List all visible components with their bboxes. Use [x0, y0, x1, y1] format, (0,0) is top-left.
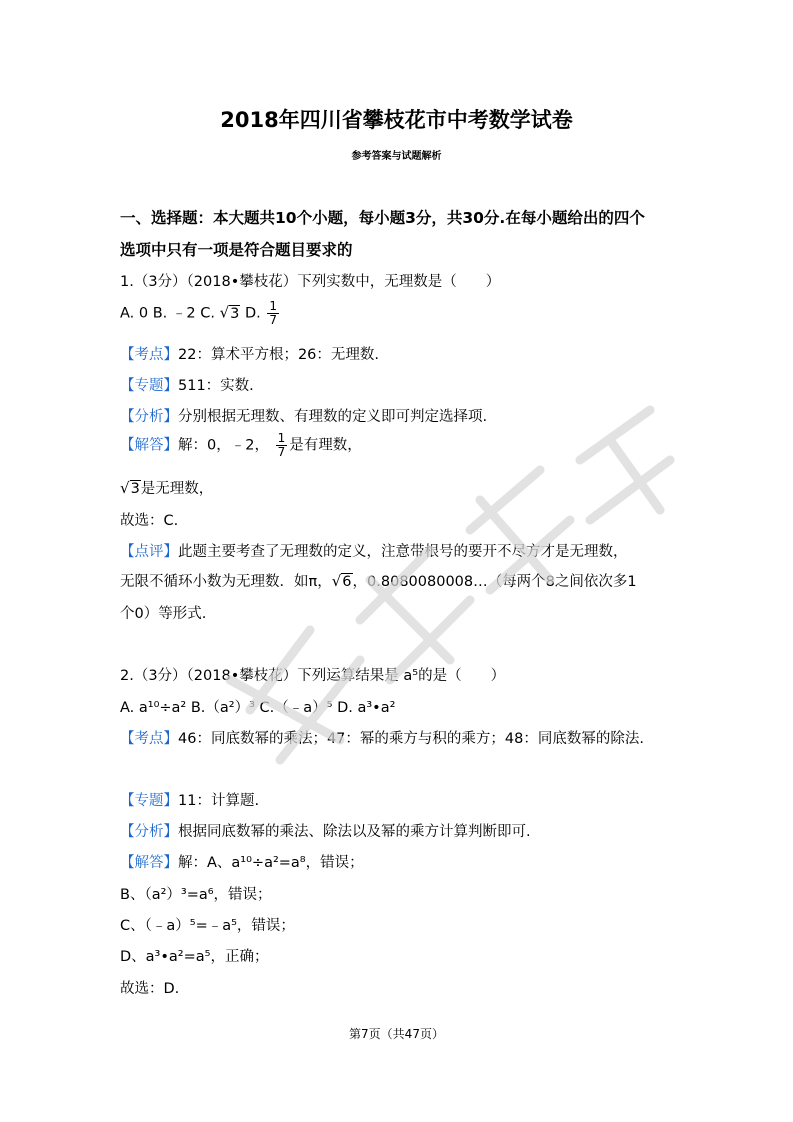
q1-options-abc: A. 0 B. ﹣2 C.: [120, 305, 215, 322]
fraction-denominator: 7: [269, 313, 277, 327]
q1-dianping-line1: [120, 540, 628, 561]
q1-dianping-line3: 个0）等形式.: [120, 606, 207, 622]
page-title: 2018年四川省攀枝花市中考数学试卷: [220, 108, 573, 132]
q2-guxuan: 故选：D.: [120, 981, 180, 997]
fraction-denominator: 7: [277, 445, 286, 459]
zhuanti-tag: 【专题】: [120, 378, 178, 394]
q2-kaodian: [120, 727, 644, 748]
q2-c-line: C、（﹣a）⁵=﹣a⁵，错误；: [120, 918, 295, 934]
q1-kaodian: [120, 343, 379, 364]
q1-jieda-pre: 解：0，﹣2，: [178, 437, 269, 454]
q1-options: [120, 300, 281, 327]
fraction-numerator: 1: [277, 431, 286, 445]
q1-stem: 1.（3分）（2018•攀枝花）下列实数中，无理数是（ ）: [120, 274, 501, 290]
q2-fenxi: [120, 820, 531, 841]
q2-fenxi-text: 根据同底数幂的乘法、除法以及幂的乘方计算判断即可.: [178, 824, 531, 840]
q1-fenxi-text: 分别根据无理数、有理数的定义即可判定选择项.: [178, 409, 488, 425]
fenxi-tag: 【分析】: [120, 409, 178, 425]
sqrt-symbol: √: [120, 479, 130, 497]
kaodian-tag: 【考点】: [120, 731, 178, 747]
dianping-tag: 【点评】: [120, 544, 178, 560]
q2-stem: 2.（3分）（2018•攀枝花）下列运算结果是 a⁵的是（ ）: [120, 668, 506, 684]
fenxi-tag: 【分析】: [120, 824, 178, 840]
fraction-numerator: 1: [269, 299, 277, 313]
sqrt-symbol: √: [219, 303, 230, 322]
page-footer: 第7页（共47页）: [349, 1027, 444, 1041]
q2-zhuanti-text: 11：计算题.: [178, 793, 260, 809]
q1-zhuanti: [120, 374, 254, 395]
q2-b-line: B、（a²）³=a⁶，错误；: [120, 887, 272, 903]
q2-d-line: D、a³•a²=a⁵，正确；: [120, 949, 269, 965]
q1-jieda-post: 是有理数，: [289, 437, 362, 454]
q1-irrational-line: [120, 477, 213, 498]
q1-sqrt3: 3: [230, 305, 240, 322]
q2-jieda-text: 解：A、a¹⁰÷a²=a⁸，错误；: [178, 855, 364, 871]
q1-fraction: [267, 300, 279, 327]
q1-dianping1: 此题主要考查了无理数的定义，注意带根号的要开不尽方才是无理数，: [178, 544, 628, 560]
q1-sqrt6: 6: [342, 574, 352, 590]
q1-dianping2-post: ，0.8080080008…（每两个8之间依次多1: [352, 574, 637, 590]
kaodian-tag: 【考点】: [120, 347, 178, 363]
q1-jieda-fraction: [276, 432, 288, 459]
q2-options: A. a¹⁰÷a² B.（a²）³ C.（﹣a）⁵ D. a³•a²: [120, 700, 396, 716]
page-subtitle: 参考答案与试题解析: [351, 151, 442, 162]
q1-irr-post: 是无理数，: [140, 481, 214, 497]
q1-dianping2-pre: 无限不循环小数为无理数．如π，: [120, 574, 332, 590]
q2-jieda: [120, 851, 364, 872]
sqrt-symbol: √: [331, 572, 342, 590]
q2-zhuanti: [120, 789, 259, 810]
q1-zhuanti-text: 511：实数.: [178, 378, 254, 394]
q1-option-d: D.: [244, 305, 266, 322]
jieda-tag: 【解答】: [120, 855, 178, 871]
q1-kaodian-text: 22：算术平方根；26：无理数.: [178, 347, 380, 363]
jieda-tag: 【解答】: [120, 437, 178, 454]
q1-fenxi: [120, 405, 487, 426]
q1-dianping-line2: [120, 570, 637, 591]
section-heading-line2: 选项中只有一项是符合题目要求的: [120, 241, 353, 259]
q1-jieda: [120, 432, 362, 459]
zhuanti-tag: 【专题】: [120, 793, 178, 809]
section-heading-line1: 一、选择题：本大题共10个小题，每小题3分，共30分.在每小题给出的四个: [120, 209, 645, 227]
q1-guxuan: 故选：C.: [120, 513, 179, 529]
q2-kaodian-text: 46：同底数幂的乘法；47：幂的乘方与积的乘方；48：同底数幂的除法.: [178, 731, 644, 747]
q1-irr-sqrt3: 3: [130, 481, 140, 497]
